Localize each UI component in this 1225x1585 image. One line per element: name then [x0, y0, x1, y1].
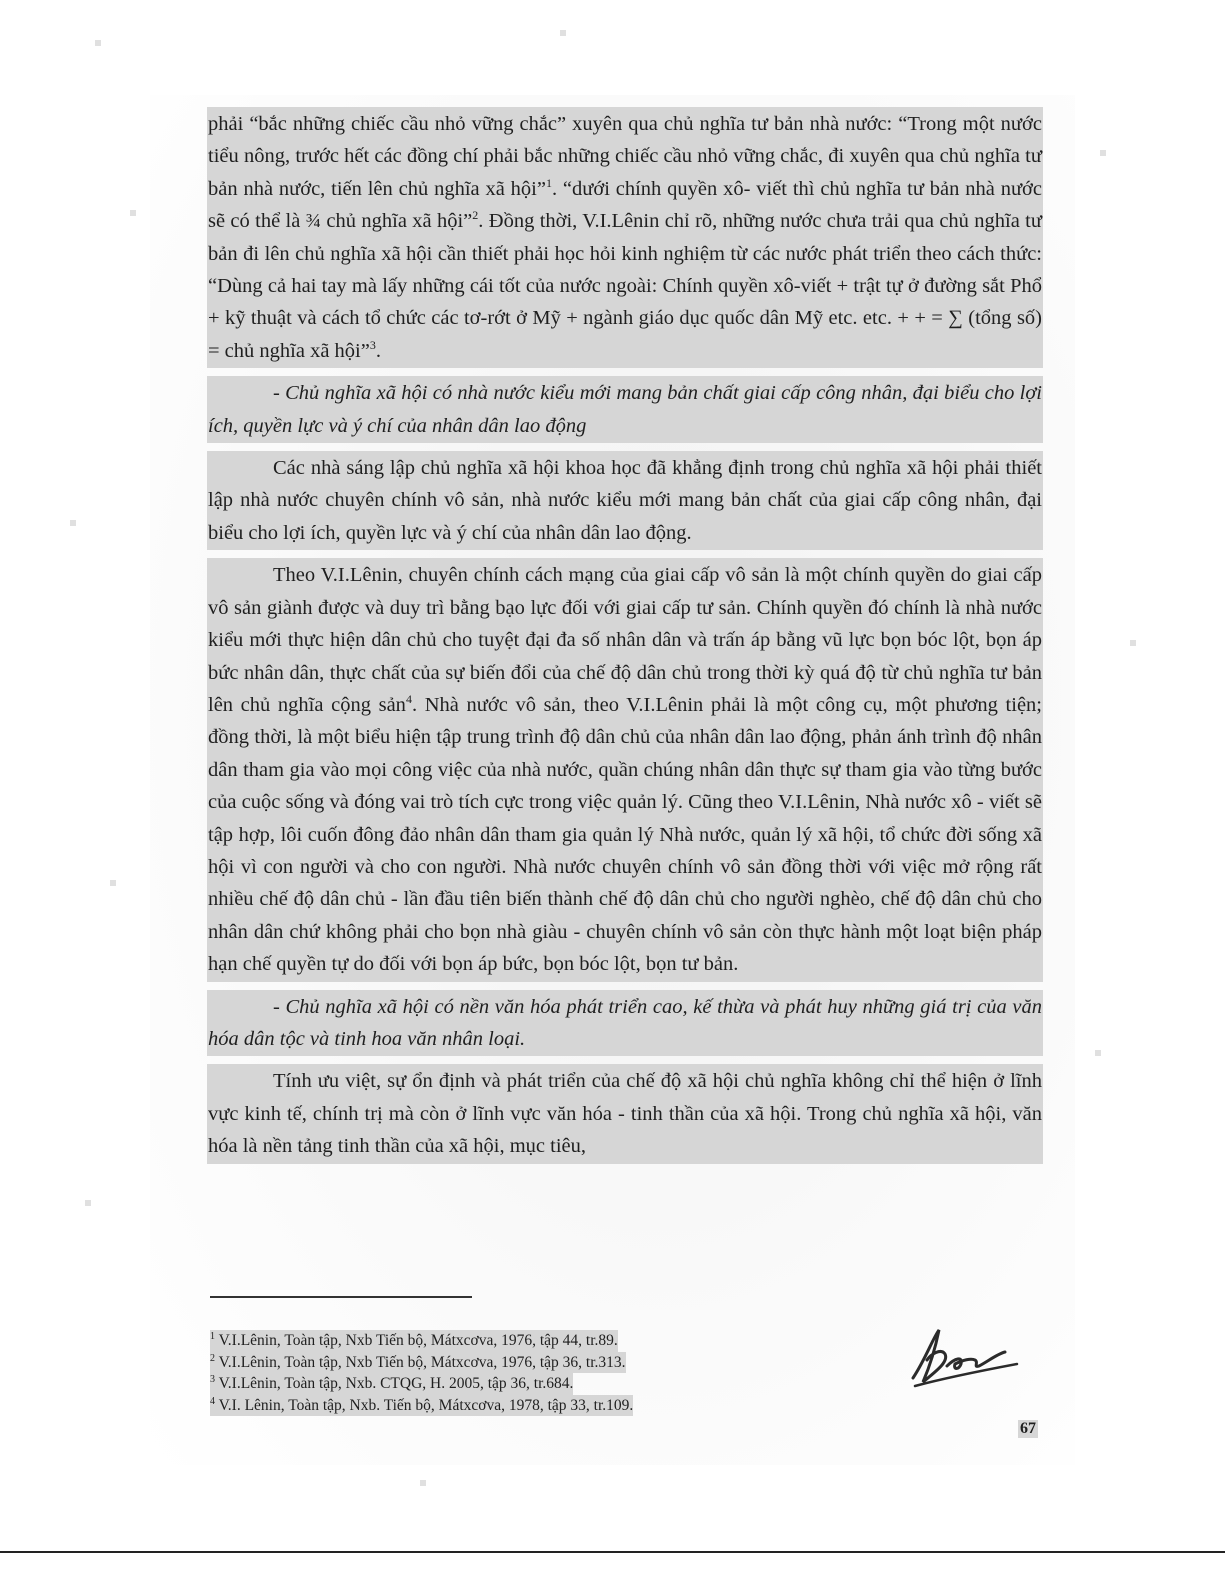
paragraph-4: Theo V.I.Lênin, chuyên chính cách mạng của giai cấp vô sản là một chính quyền do giai cấp vô sản giành được và duy trì bằng bạo lực đối với giai cấp tư sản. Chính quyền đó chính là nhà nước kiểu mới thực hiện dân chủ cho tuyệt đại đa số nhân dân và trấn áp bằng vũ lực bọn bóc lột, bọn áp bức nhân dân, thực chất của sự biến đổi của chế độ dân chủ trong thời kỳ quá độ từ chủ nghĩa tư bản lên chủ nghĩa cộng sản$^4$. Nhà nước vô sản, theo V.I.Lênin phải là một công cụ, một phương tiện; đồng thời, là một biểu hiện tập trung trình độ dân chủ của nhân dân lao động, phản ánh trình độ nhân dân tham gia vào mọi công việc của nhà nước, quần chúng nhân dân thực sự tham gia vào từng bước của cuộc sống và đóng vai trò tích cực trong việc quản lý. Cũng theo V.I.Lênin, Nhà nước xô - viết sẽ tập hợp, lôi cuốn đông đảo nhân dân tham gia quản lý Nhà nước, quản lý xã hội, tổ chức đời sống xã hội vì con người và cho con người. Nhà nước chuyên chính vô sản đồng thời với việc mở rộng rất nhiều chế độ dân chủ - lần đầu tiên biến thành chế độ dân chủ cho người nghèo, chế độ dân chủ cho nhân dân chứ không phải cho bọn nhà giàu - chuyên chính vô sản còn thực hành một loạt biện pháp hạn chế quyền tự do đối với bọn áp bức, bọn bóc lột, bọn tư bản.: [208, 559, 1042, 980]
body-text: [208, 108, 1042, 1173]
footnotes: [210, 1330, 810, 1416]
scan-speck: [1130, 640, 1136, 646]
scan-edge-line: [0, 1551, 1225, 1553]
footnote-ref-3: 3: [369, 338, 376, 353]
footnote-1: $^1$ V.I.Lênin, Toàn tập, Nxb Tiến bộ, Mátxcơva, 1976, tập 44, tr.89.: [210, 1330, 618, 1352]
footnote-divider: [210, 1296, 472, 1298]
footnote-3: $^3$ V.I.Lênin, Toàn tập, Nxb. CTQG, H. 2005, tập 36, tr.684.: [210, 1373, 573, 1395]
scan-speck: [1100, 150, 1106, 156]
scan-speck: [85, 1200, 91, 1206]
paragraph-1: phải “bắc những chiếc cầu nhỏ vững chắc” xuyên qua chủ nghĩa tư bản nhà nước: “Trong một nước tiểu nông, trước hết các đồng chí phải bắc những chiếc cầu nhỏ vững chắc, đi xuyên qua chủ nghĩa tư bản nhà nước, tiến lên chủ nghĩa xã hội”$^1$. “dưới chính quyền xô- viết thì chủ nghĩa tư bản nhà nước sẽ có thể là ¾ chủ nghĩa xã hội”$^2$. Đồng thời, V.I.Lênin chỉ rõ, những nước chưa trải qua chủ nghĩa tư bản đi lên chủ nghĩa xã hội cần thiết phải học hỏi kinh nghiệm từ các nước phát triển theo cách thức: “Dùng cả hai tay mà lấy những cái tốt của nước ngoài: Chính quyền xô-viết + trật tự ở đường sắt Phổ + kỹ thuật và cách tổ chức các tơ-rớt ở Mỹ + ngành giáo dục quốc dân Mỹ etc. etc. + + = ∑ (tổng số) = chủ nghĩa xã hội”$^3$.: [208, 108, 1042, 367]
section-heading-state: - Chủ nghĩa xã hội có nhà nước kiểu mới mang bản chất giai cấp công nhân, đại biểu cho lợi ích, quyền lực và ý chí của nhân dân lao động: [208, 377, 1042, 442]
footnote-2: $^2$ V.I.Lênin, Toàn tập, Nxb Tiến bộ, Mátxcơva, 1976, tập 36, tr.313.: [210, 1352, 626, 1374]
paragraph-3: Các nhà sáng lập chủ nghĩa xã hội khoa học đã khẳng định trong chủ nghĩa xã hội phải thiết lập nhà nước chuyên chính vô sản, nhà nước kiểu mới mang bản chất của giai cấp công nhân, đại biểu cho lợi ích, quyền lực và ý chí của nhân dân lao động.: [208, 452, 1042, 549]
scan-speck: [70, 520, 76, 526]
scan-speck: [95, 40, 101, 46]
page-number: 67: [1020, 1420, 1036, 1437]
footnote-ref-1: 1: [545, 175, 552, 190]
section-heading-culture: - Chủ nghĩa xã hội có nền văn hóa phát triển cao, kế thừa và phát huy những giá trị của văn hóa dân tộc và tinh hoa văn nhân loại.: [208, 991, 1042, 1056]
scan-speck: [420, 1480, 426, 1486]
paragraph-6: Tính ưu việt, sự ổn định và phát triển của chế độ xã hội chủ nghĩa không chỉ thể hiện ở lĩnh vực kinh tế, chính trị mà còn ở lĩnh vực văn hóa - tinh thần của xã hội. Trong chủ nghĩa xã hội, văn hóa là nền tảng tinh thần của xã hội, mục tiêu,: [208, 1065, 1042, 1162]
scan-speck: [1095, 1050, 1101, 1056]
scan-speck: [560, 30, 566, 36]
footnote-ref-2: 2: [472, 208, 479, 223]
footnote-4: $^4$ V.I. Lênin, Toàn tập, Nxb. Tiến bộ, Mátxcơva, 1978, tập 33, tr.109.: [210, 1395, 633, 1417]
footnote-ref-4: 4: [405, 692, 412, 707]
scan-speck: [130, 210, 136, 216]
scan-speck: [110, 880, 116, 886]
signature-icon: [905, 1320, 1025, 1395]
